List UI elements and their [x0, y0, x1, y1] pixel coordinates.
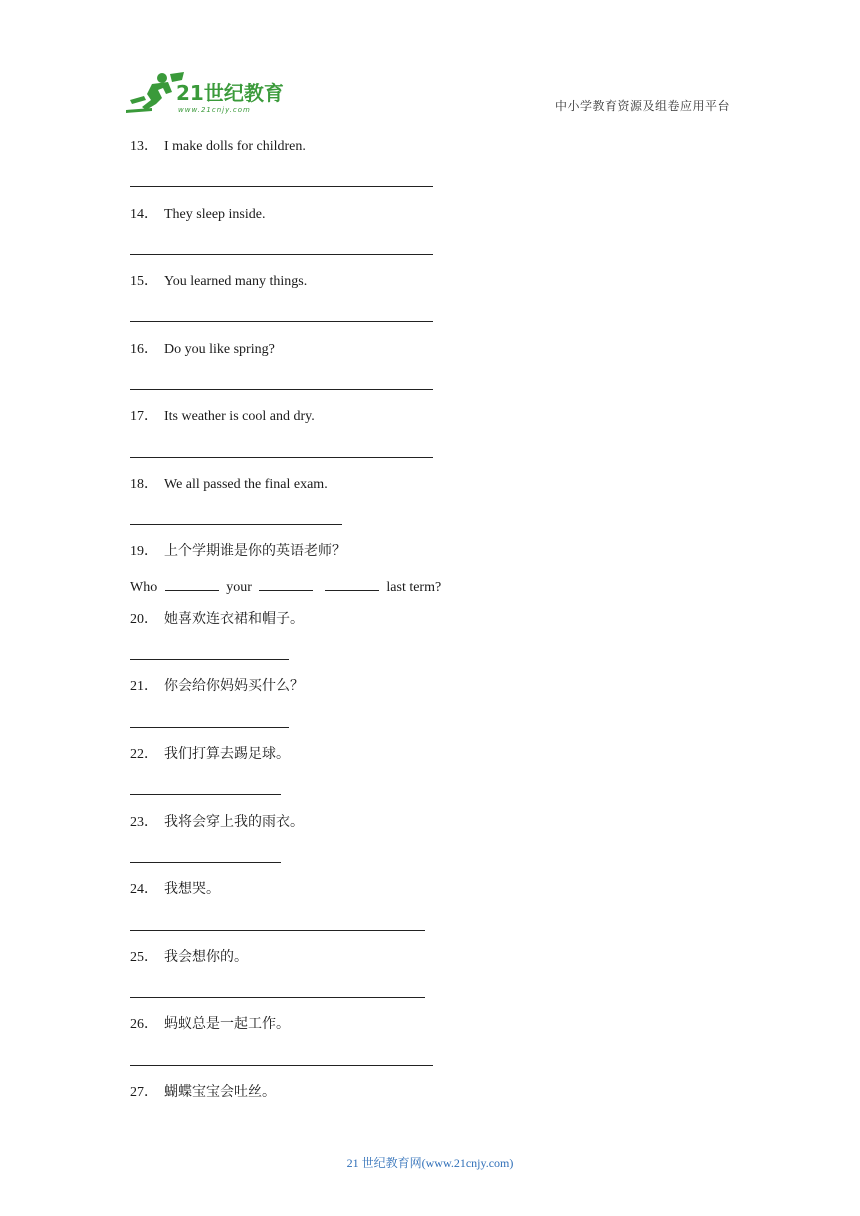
question-17 [130, 408, 315, 426]
question-text: 我想哭。 [164, 882, 220, 897]
question-18 [130, 476, 328, 494]
blank-2[interactable] [259, 578, 313, 591]
question-text: 她喜欢连衣裙和帽子。 [164, 612, 304, 627]
question-text: 我们打算去踢足球。 [164, 747, 290, 762]
question-text: 蚂蚁总是一起工作。 [164, 1017, 290, 1032]
answer-line-25[interactable] [130, 997, 425, 998]
answer-line-17[interactable] [130, 457, 433, 458]
question-number: 18． [130, 477, 158, 492]
answer-line-21[interactable] [130, 727, 289, 728]
question-25 [130, 949, 248, 967]
answer-line-22[interactable] [130, 794, 281, 795]
question-text: Its weather is cool and dry. [164, 409, 315, 424]
question-21 [130, 678, 304, 696]
question-number: 15． [130, 274, 158, 289]
question-text: 我将会穿上我的雨衣。 [164, 815, 304, 830]
question-text: You learned many things. [164, 274, 308, 289]
question-text: They sleep inside. [164, 207, 266, 222]
question-20 [130, 611, 304, 629]
question-14 [130, 206, 265, 224]
answer-line-14[interactable] [130, 254, 433, 255]
question-text: 蝴蝶宝宝会吐丝。 [164, 1085, 276, 1100]
answer-line-13[interactable] [130, 186, 433, 187]
question-number: 16． [130, 342, 158, 357]
question-13 [130, 138, 306, 156]
question-number: 27． [130, 1085, 158, 1100]
fill-word: Who [130, 580, 158, 595]
question-number: 22． [130, 747, 158, 762]
answer-line-15[interactable] [130, 321, 433, 322]
answer-line-24[interactable] [130, 930, 425, 931]
svg-text:21世纪教育: 21世纪教育 [176, 81, 284, 105]
question-number: 23． [130, 815, 158, 830]
blank-3[interactable] [325, 578, 379, 591]
platform-tagline: 中小学教育资源及组卷应用平台 [554, 99, 730, 113]
question-number: 24． [130, 882, 158, 897]
question-number: 13． [130, 139, 158, 154]
site-logo [122, 70, 292, 116]
answer-line-23[interactable] [130, 862, 281, 863]
fill-word: last term? [386, 580, 442, 595]
question-number: 17． [130, 409, 158, 424]
question-text: Do you like spring? [164, 342, 275, 357]
question-27 [130, 1084, 276, 1102]
runner-icon [126, 73, 172, 113]
question-number: 20． [130, 612, 158, 627]
question-text: I make dolls for children. [164, 139, 306, 154]
page-footer: 21 世纪教育网(www.21cnjy.com) [346, 1156, 514, 1170]
question-text: 你会给你妈妈买什么？ [164, 679, 304, 694]
fill-in-sentence-19 [130, 578, 441, 597]
answer-line-20[interactable] [130, 659, 289, 660]
question-24 [130, 881, 220, 899]
question-number: 14． [130, 207, 158, 222]
question-number: 19． [130, 544, 158, 559]
answer-line-18[interactable] [130, 524, 342, 525]
answer-line-16[interactable] [130, 389, 433, 390]
question-23 [130, 814, 304, 832]
fill-word: your [226, 580, 252, 595]
question-number: 26． [130, 1017, 158, 1032]
question-16 [130, 341, 275, 359]
question-22 [130, 746, 290, 764]
question-text: 上个学期谁是你的英语老师？ [164, 544, 346, 559]
question-text: We all passed the final exam. [164, 477, 328, 492]
question-15 [130, 273, 307, 291]
question-26 [130, 1016, 290, 1034]
question-number: 25． [130, 950, 158, 965]
svg-text:www.21cnjy.com: www.21cnjy.com [178, 106, 251, 114]
blank-1[interactable] [165, 578, 219, 591]
answer-line-26[interactable] [130, 1065, 433, 1066]
question-19 [130, 543, 346, 561]
question-text: 我会想你的。 [164, 950, 248, 965]
question-number: 21． [130, 679, 158, 694]
